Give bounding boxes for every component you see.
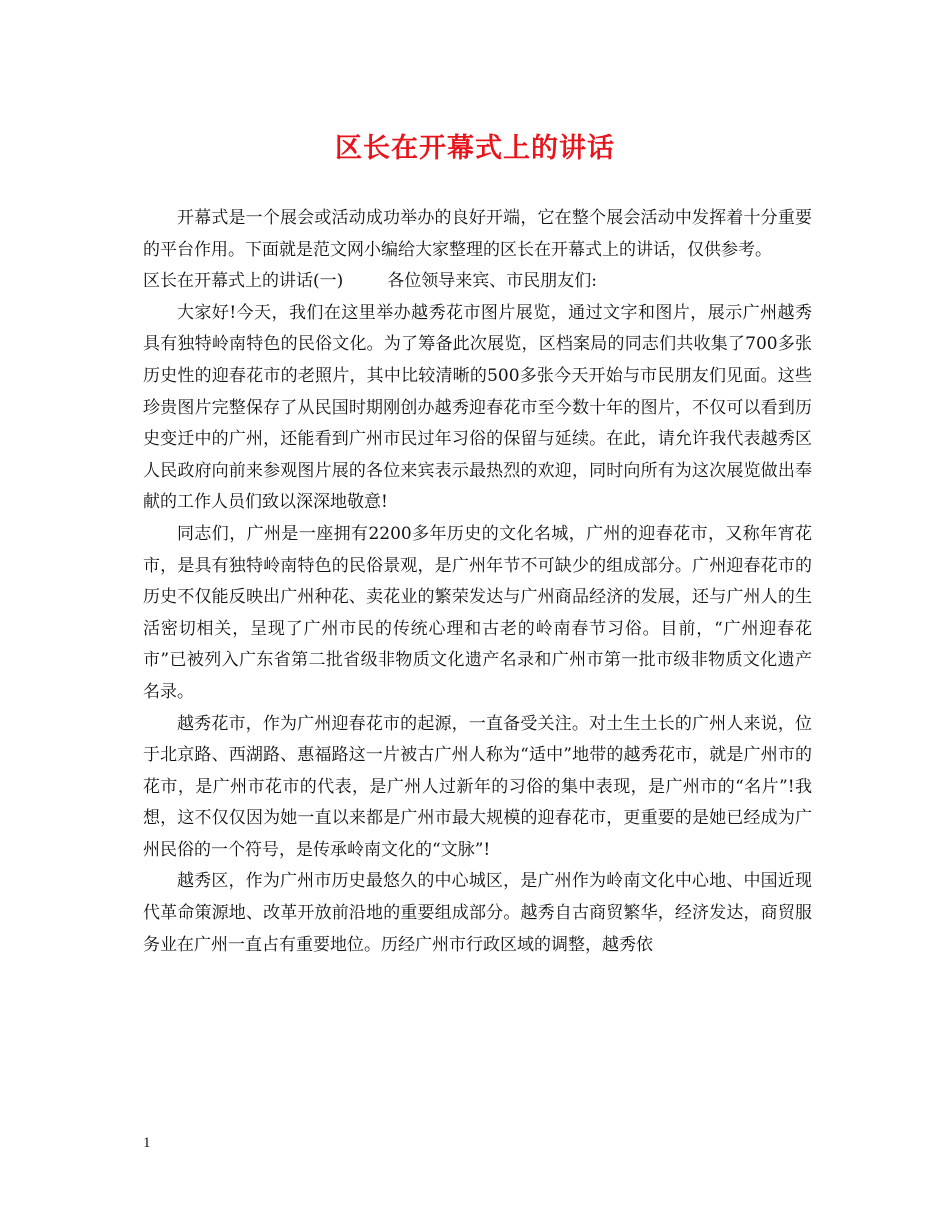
page-number: 1 [143,1135,151,1151]
body-paragraph-3: 越秀花市，作为广州迎春花市的起源，一直备受关注。对土生土长的广州人来说，位于北京路、西湖路、惠福路这一片被古广州人称为“适中”地带的越秀花市，就是广州市的花市，是广州市花市的代表，是广州人过新年的习俗的集中表现，是广州市的“名片”!我想，这不仅仅因为她一直以来都是广州市最大规模的迎春花市，更重要的是她已经成为广州民俗的一个符号，是传承岭南文化的“文脉”! [143,713,812,860]
document-body [143,203,812,961]
section-heading-line [143,266,812,298]
salutation: 各位领导来宾、市民朋友们: [387,271,597,292]
document-title: 区长在开幕式上的讲话 [335,133,615,164]
body-paragraph-1: 大家好!今天，我们在这里举办越秀花市图片展览，通过文字和图片，展示广州越秀具有独特岭南特色的民俗文化。为了筹备此次展览，区档案局的同志们共收集了700多张历史性的迎春花市的老照片，其中比较清晰的500多张今天开始与市民朋友们见面。这些珍贵图片完整保存了从民国时期刚创办越秀迎春花市至今数十年的图片，不仅可以看到历史变迁中的广州，还能看到广州市民过年习俗的保留与延续。在此，请允许我代表越秀区人民政府向前来参观图片展的各位来宾表示最热烈的欢迎，同时向所有为这次展览做出奉献的工作人员们致以深深地敬意! [143,302,812,513]
body-paragraph-2: 同志们，广州是一座拥有2200多年历史的文化名城，广州的迎春花市，又称年宵花市，是具有独特岭南特色的民俗景观，是广州年节不可缺少的组成部分。广州迎春花市的历史不仅能反映出广州种花、卖花业的繁荣发达与广州商品经济的发展，还与广州人的生活密切相关，呈现了广州市民的传统心理和古老的岭南春节习俗。目前，“广州迎春花市”已被列入广东省第二批省级非物质文化遗产名录和广州市第一批市级非物质文化遗产名录。 [143,523,812,702]
body-paragraph-4: 越秀区，作为广州市历史最悠久的中心城区，是广州作为岭南文化中心地、中国近现代革命策源地、改革开放前沿地的重要组成部分。越秀自古商贸繁华，经济发达，商贸服务业在广州一直占有重要地位。历经广州市行政区域的调整，越秀依 [143,871,812,955]
section-heading: 区长在开幕式上的讲话(一) [143,271,344,292]
intro-paragraph: 开幕式是一个展会或活动成功举办的良好开端，它在整个展会活动中发挥着十分重要的平台作用。下面就是范文网小编给大家整理的区长在开幕式上的讲话，仅供参考。 [143,208,812,260]
